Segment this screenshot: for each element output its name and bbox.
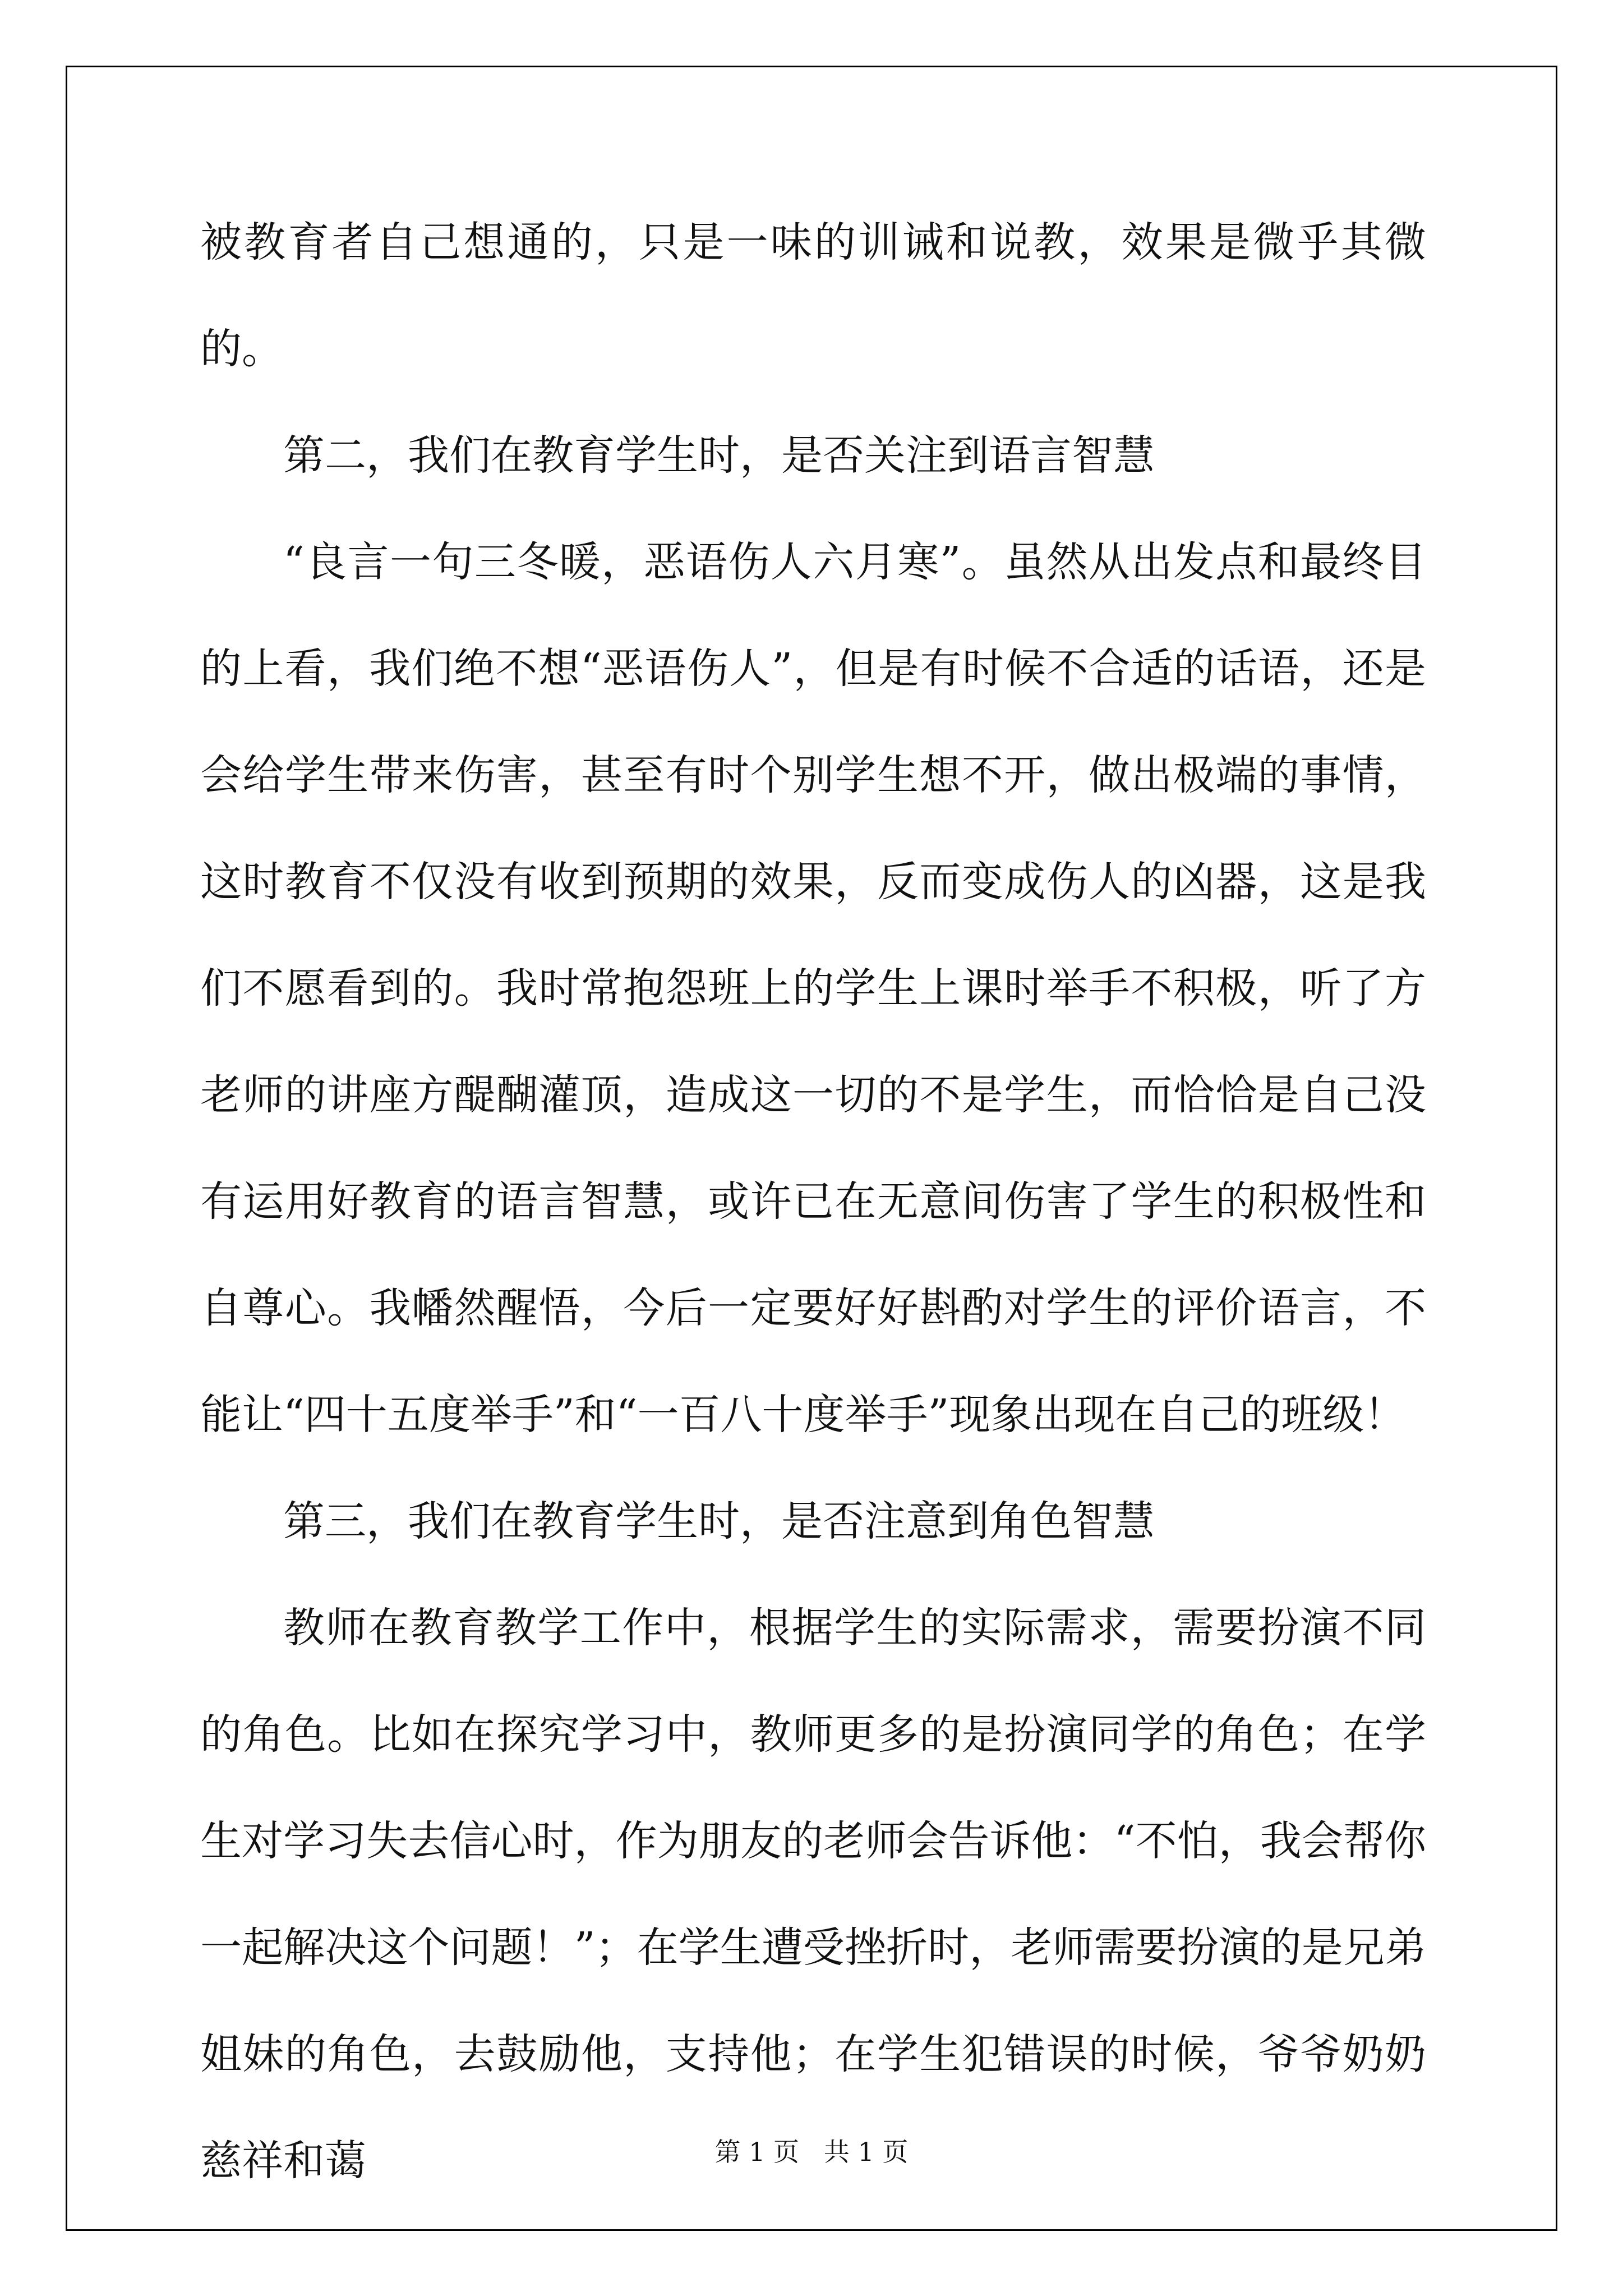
page-footer: 第 1 页 共 1 页 (714, 2137, 909, 2167)
document-body (200, 189, 1426, 2214)
paragraph-1: 被教育者自己想通的，只是一味的训诫和说教，效果是微乎其微的。 (200, 218, 1426, 373)
paragraph-4-heading: 第三，我们在教育学生时，是否注意到角色智慧 (283, 1497, 1155, 1545)
paragraph-3: “良言一句三冬暖，恶语伤人六月寒”。虽然从出发点和最终目的上看，我们绝不想“恶语伤人”，但是有时候不合适的话语，还是会给学生带来伤害，甚至有时个别学生想不开，做出极端的事情，这时教育不仅没有收到预期的效果，反而变成伤人的凶器，这是我们不愿看到的。我时常抱怨班上的学生上课时举手不积极，听了方老师的讲座方醍醐灌顶，造成这一切的不是学生，而恰恰是自己没有运用好教育的语言智慧，或许已在无意间伤害了学生的积极性和自尊心。我幡然醒悟，今后一定要好好斟酌对学生的评价语言，不能让“四十五度举手”和“一百八十度举手”现象出现在自己的班级！ (200, 538, 1426, 1439)
paragraph-2-heading: 第二，我们在教育学生时，是否关注到语言智慧 (283, 431, 1155, 480)
paragraph-5: 教师在教育教学工作中，根据学生的实际需求，需要扮演不同的角色。比如在探究学习中，教师更多的是扮演同学的角色；在学生对学习失去信心时，作为朋友的老师会告诉他：“不怕，我会帮你一起解决这个问题！”；在学生遭受挫折时，老师需要扮演的是兄弟姐妹的角色，去鼓励他，支持他；在学生犯错误的时候，爷爷奶奶慈祥和蔼 (200, 1604, 1426, 2185)
